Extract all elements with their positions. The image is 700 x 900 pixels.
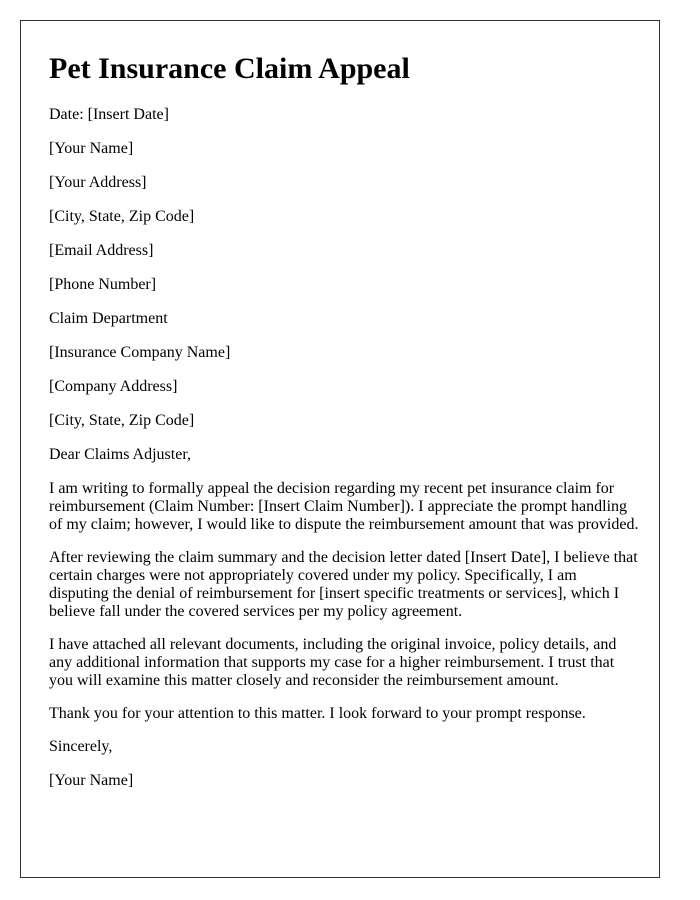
body-paragraph-3: I have attached all relevant documents, including the original invoice, policy details, and any additional information that supports my case for a higher reimbursement. I trust that you will examine this matter closely and reconsider the reimbursement amount. bbox=[49, 636, 617, 689]
body-paragraph-2: After reviewing the claim summary and the decision letter dated [Insert Date], I believe that certain charges were not appropriately covered under my policy. Specifically, I am disputing the denial of reimbursement for [insert specific treatments or services], which I believe fall under the covered services per my policy agreement. bbox=[49, 549, 638, 620]
recipient-city-state-zip: [City, State, Zip Code] bbox=[49, 412, 195, 429]
closing: Sincerely, bbox=[49, 738, 113, 755]
recipient-department: Claim Department bbox=[49, 310, 168, 327]
sender-name: [Your Name] bbox=[49, 140, 134, 157]
sender-phone: [Phone Number] bbox=[49, 276, 157, 293]
letter-page bbox=[20, 20, 660, 878]
sender-address: [Your Address] bbox=[49, 174, 147, 191]
letter-title: Pet Insurance Claim Appeal bbox=[49, 52, 410, 85]
salutation: Dear Claims Adjuster, bbox=[49, 446, 191, 463]
body-paragraph-1: I am writing to formally appeal the decision regarding my recent pet insurance claim for reimbursement (Claim Number: [Insert Claim Number]). I appreciate the prompt handling of my claim; however, I would like to dispute the reimbursement amount that was provided. bbox=[49, 480, 639, 533]
body-paragraph-4: Thank you for your attention to this matter. I look forward to your prompt response. bbox=[49, 705, 586, 722]
sender-city-state-zip: [City, State, Zip Code] bbox=[49, 208, 195, 225]
letter-content bbox=[49, 51, 639, 806]
recipient-company-name: [Insurance Company Name] bbox=[49, 344, 231, 361]
signature: [Your Name] bbox=[49, 772, 134, 789]
sender-email: [Email Address] bbox=[49, 242, 154, 259]
recipient-company-address: [Company Address] bbox=[49, 378, 178, 395]
date-line: Date: [Insert Date] bbox=[49, 106, 169, 123]
